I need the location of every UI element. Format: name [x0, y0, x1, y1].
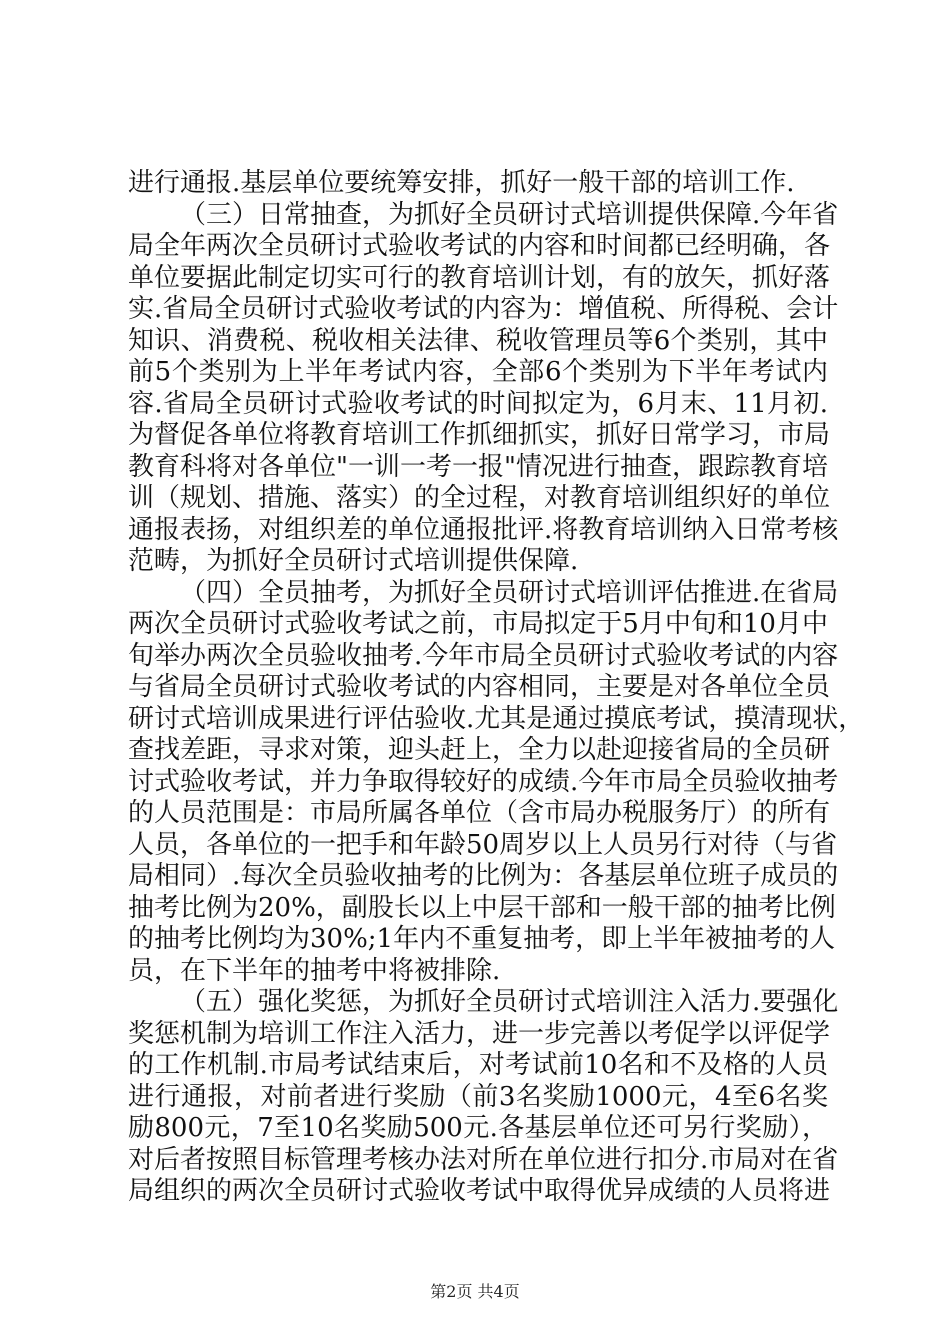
text-line: 范畴，为抓好全员研讨式培训提供保障.: [128, 546, 579, 576]
text-line: （四）全员抽考，为抓好全员研讨式培训评估推进.在省局: [180, 577, 839, 608]
text-line: 研讨式培训成果进行评估验收.尤其是通过摸底考试，摸清现状，: [128, 703, 865, 734]
text-line: 训（规划、措施、落实）的全过程，对教育培训组织好的单位: [128, 483, 831, 513]
text-line: 励800元，7至10名奖励500元.各基层单位还可另行奖励），: [128, 1113, 828, 1143]
text-line: 局全年两次全员研讨式验收考试的内容和时间都已经明确，各: [128, 231, 831, 261]
text-line: 奖惩机制为培训工作注入活力，进一步完善以考促学以评促学: [128, 1018, 831, 1049]
text-line: 的人员范围是：市局所属各单位（含市局办税服务厅）的所有: [128, 798, 831, 828]
text-line: 抽考比例为20%，副股长以上中层干部和一般干部的抽考比例: [128, 892, 836, 923]
text-line: 对后者按照目标管理考核办法对所在单位进行扣分.市局对在省: [128, 1144, 839, 1175]
text-line: 通报表扬，对组织差的单位通报批评.将教育培训纳入日常考核: [128, 514, 839, 545]
text-line: 讨式验收考试，并力争取得较好的成绩.今年市局全员验收抽考: [128, 766, 839, 797]
text-line: 教育科将对各单位"一训一考一报"情况进行抽查，跟踪教育培: [128, 451, 828, 482]
text-line: 进行通报，对前者进行奖励（前3名奖励1000元，4至6名奖: [128, 1081, 828, 1112]
text-line: 查找差距，寻求对策，迎头赶上，全力以赴迎接省局的全员研: [128, 735, 831, 765]
text-line: 的工作机制.市局考试结束后，对考试前10名和不及格的人员: [128, 1050, 828, 1080]
text-line: 前5个类别为上半年考试内容，全部6个类别为下半年考试内: [128, 357, 828, 387]
text-line: 局相同）.每次全员验收抽考的比例为：各基层单位班子成员的: [128, 861, 839, 891]
text-line: 两次全员研讨式验收考试之前，市局拟定于5月中旬和10月中: [128, 609, 828, 639]
text-line: （五）强化奖惩，为抓好全员研讨式培训注入活力.要强化: [180, 987, 839, 1017]
text-line: 员，在下半年的抽考中将被排除.: [128, 955, 501, 986]
text-line: 进行通报.基层单位要统筹安排，抓好一般干部的培训工作.: [128, 168, 795, 198]
page-number-footer: 第2页 共4页: [430, 1282, 520, 1301]
text-line: 实.省局全员研讨式验收考试的内容为：增值税、所得税、会计: [128, 294, 839, 324]
text-line: 知识、消费税、税收相关法律、税收管理员等6个类别，其中: [128, 325, 828, 356]
text-line: （三）日常抽查，为抓好全员研讨式培训提供保障.今年省: [180, 199, 839, 230]
text-line: 为督促各单位将教育培训工作抓细抓实，抓好日常学习，市局: [128, 420, 831, 450]
document-body: [128, 168, 865, 1208]
text-line: 容.省局全员研讨式验收考试的时间拟定为，6月末、11月初.: [128, 388, 828, 419]
text-line: 局组织的两次全员研讨式验收考试中取得优异成绩的人员将进: [128, 1176, 831, 1206]
text-line: 旬举办两次全员验收抽考.今年市局全员研讨式验收考试的内容: [128, 640, 839, 671]
text-line: 人员，各单位的一把手和年龄50周岁以上人员另行对待（与省: [128, 829, 838, 860]
text-line: 单位要据此制定切实可行的教育培训计划，有的放矢，抓好落: [128, 262, 831, 293]
text-line: 与省局全员研讨式验收考试的内容相同，主要是对各单位全员: [128, 672, 831, 702]
text-line: 的抽考比例均为30%;1年内不重复抽考，即上半年被抽考的人: [128, 924, 836, 954]
